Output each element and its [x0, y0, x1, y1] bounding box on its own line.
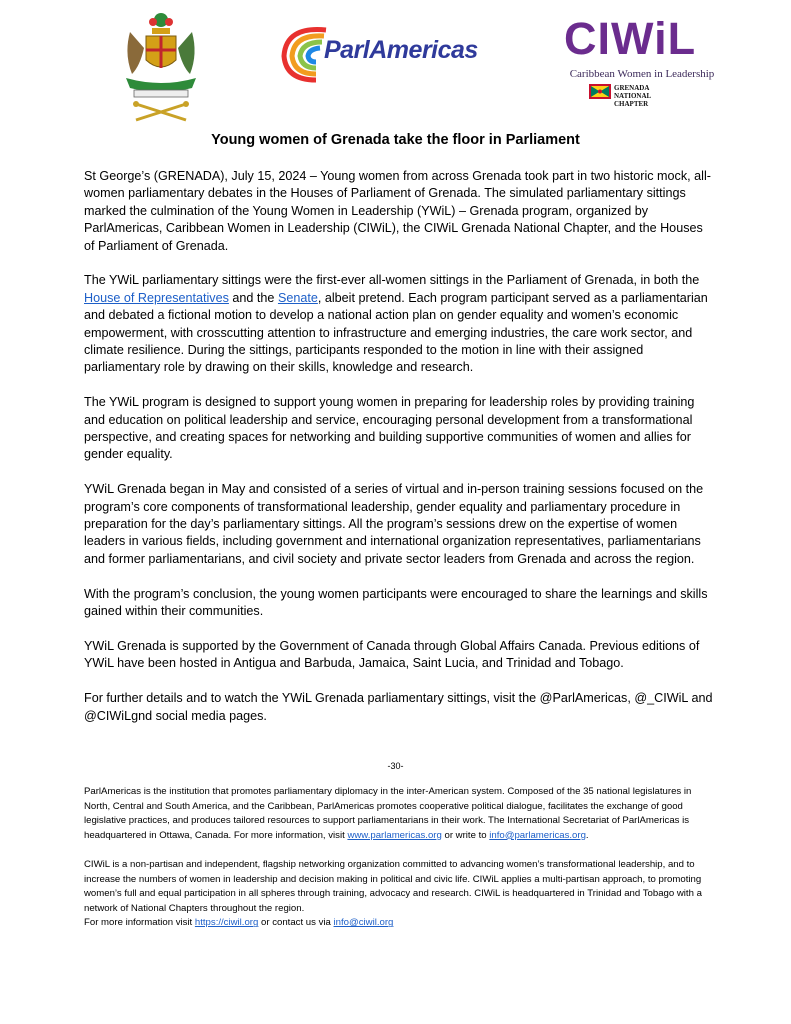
- ciwil-email-link[interactable]: info@ciwil.org: [333, 917, 394, 929]
- paragraph-support: YWiL Grenada is supported by the Government of Canada through Global Affairs Canada. Previous editions of YWiL have been hosted in Antigua and Barbuda, Jamaica, Saint Lucia, and Trinidad and Tobago.: [84, 638, 700, 671]
- ciwil-website-link[interactable]: https://ciwil.org: [194, 917, 259, 929]
- parlamericas-boilerplate: [84, 785, 714, 843]
- ciwil-logo-text: CIWiL: [564, 13, 697, 64]
- house-of-representatives-link[interactable]: House of Representatives: [84, 290, 229, 305]
- ciwil-contact-line: [84, 916, 714, 931]
- parlamericas-website-link[interactable]: www.parlamericas.org: [347, 829, 442, 841]
- footer-text: For more information visit: [84, 917, 195, 929]
- paragraph-social-media: For further details and to watch the YWiL Grenada parliamentary sittings, visit the @ParlAmericas, @_CIWiL and @CIWiLgnd social media pages.: [84, 691, 713, 723]
- ciwil-chapter-label: GRENADA NATIONAL CHAPTER: [614, 84, 651, 108]
- letterhead: [0, 0, 791, 135]
- parlamericas-logo-text: ParlAmericas: [324, 36, 478, 64]
- footer-text: ParlAmericas is the institution that promotes parliamentary diplomacy in the inter-American system. Composed of the 35 national legislatures in North, Central and South America, and the Caribbean, ParlAmericas promotes cooperative political dialogue, facilitates the exchange of good legislative practices, and produces tailored resources to support parliamentarians in their work. The International Secretariat of ParlAmericas is headquartered in Ottawa, Canada. For more information, visit: [84, 786, 692, 841]
- paragraph-text: The YWiL parliamentary sittings were the first-ever all-women sittings in the Parliament of Grenada, in both the: [84, 273, 700, 288]
- press-release-title: Young women of Grenada take the floor in Parliament: [211, 132, 580, 148]
- grenada-coat-of-arms-logo: [120, 8, 202, 126]
- ciwil-logo-subtitle: Caribbean Women in Leadership: [569, 68, 715, 80]
- ciwil-boilerplate: CIWiL is a non-partisan and independent, flagship networking organization committed to advancing women’s transformational leadership, and to increase the numbers of women in leadership and decision making in political and civic life. CIWiL applies a multi-partisan approach, to promoting women’s full and equal participation in all spheres through training, advocacy and research. CIWiL is headquartered in Trinidad and Tobago with a network of National Chapters throughout the region.: [84, 858, 702, 914]
- paragraph-program: The YWiL program is designed to support young women in preparing for leadership roles by providing training and education on political leadership and service, encouraging personal development from a transformational perspective, and creating spaces for networking and building supportive communities of women and allies for gender equality.: [84, 395, 695, 462]
- press-release-body: [84, 168, 714, 742]
- footer-text: or write to: [441, 829, 490, 841]
- boilerplate-footer: [84, 785, 714, 931]
- paragraph-sittings: [84, 272, 714, 376]
- ciwil-logo: [556, 13, 728, 108]
- end-marker: -30-: [387, 761, 404, 771]
- parlamericas-email-link[interactable]: info@parlamericas.org: [489, 829, 586, 841]
- footer-text: or contact us via: [258, 917, 334, 929]
- grenada-flag-icon: [589, 84, 611, 99]
- paragraph-training: YWiL Grenada began in May and consisted of a series of virtual and in-person training sessions focused on the program’s core components of transformational leadership, gender equality and parliamentary procedure in preparation for the day’s parliamentary sittings. All the program’s sessions drew on the expertise of women leaders in various fields, including government and international organization representatives, parliamentarians and former parliamentarians, and civil society and private sector leaders from Grenada and across the region.: [84, 482, 704, 566]
- senate-link[interactable]: Senate: [277, 290, 318, 305]
- paragraph-text: and the: [228, 290, 278, 305]
- paragraph-conclusion: With the program’s conclusion, the young women participants were encouraged to share the learnings and skills gained within their communities.: [84, 586, 708, 619]
- parlamericas-logo: [276, 20, 498, 90]
- footer-text: .: [585, 829, 589, 841]
- paragraph-intro: St George’s (GRENADA), July 15, 2024 – Young women from across Grenada took part in two historic mock, all-women parliamentary debates in the Houses of Parliament of Grenada. The simulated parliamentary sittings marked the culmination of the Young Women in Leadership (YWiL) – Grenada program, organized by ParlAmericas, Caribbean Women in Leadership (CIWiL), the CIWiL Grenada National Chapter, and the Houses of Parliament of Grenada.: [84, 169, 711, 253]
- paragraph-text: , albeit pretend. Each program participant served as a parliamentarian and debated a fictional motion to develop a national action plan on gender equality and women’s economic empowerment, with crosscutting attention to infrastructure and emerging industries, the care work sector, and climate resilience. During the sittings, participants responded to the motion in line with their assigned parliamentary role by drawing on their skills, knowledge and research.: [84, 290, 708, 375]
